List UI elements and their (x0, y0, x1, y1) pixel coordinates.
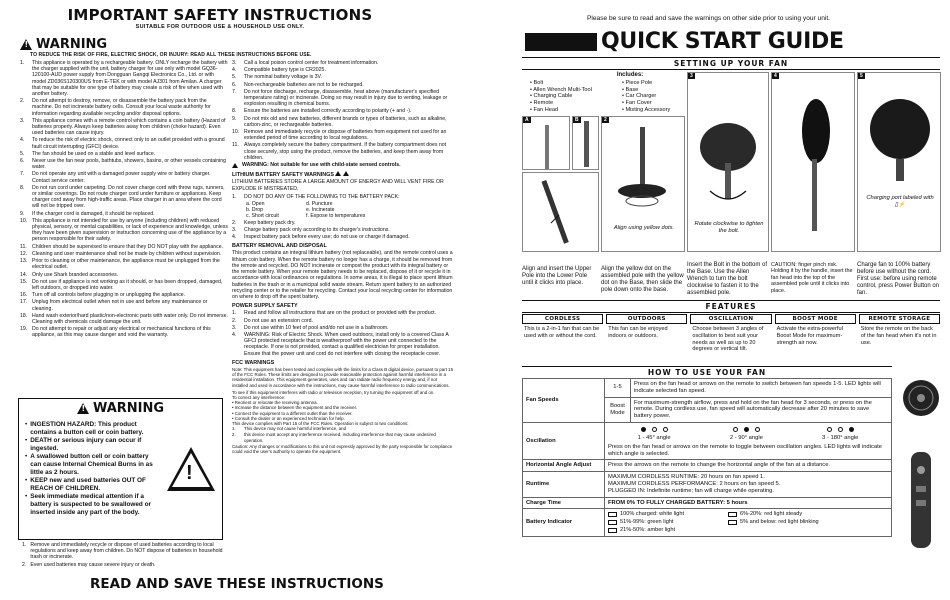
lithium-item: 3. Charge battery pack only according to its charger's instructions. (232, 226, 390, 233)
instruction-item: 9. If the charger cord is damaged, it should be replaced. (20, 210, 155, 217)
feature-heading: CORDLESS (522, 314, 603, 324)
charging-port-icon (858, 73, 942, 193)
led-indicator-icon (730, 427, 763, 432)
include-item: • Charging Cable (530, 93, 573, 100)
lithium-item: 2. Keep battery pack dry. (232, 219, 296, 226)
feature-heading: BOOST MODE (775, 314, 856, 324)
instruction-item: 6. Never use the fan near pools, bathtubs, showers, basins, or other vessels containing water. (20, 158, 227, 171)
lithium-list (232, 194, 454, 200)
speed-sub-1: 1-5 (605, 379, 631, 398)
table-row (523, 509, 892, 536)
warning-triangle-icon (20, 39, 32, 50)
pole-join-icon (573, 117, 600, 171)
instruction-item: 18. Hand wash exterior/hard plastic/non-electronic parts with water only. Do not immerse. Cleaning with chemicals could damage the unit. (20, 312, 228, 325)
fcc-bullet: • Increase the distance between the equipment and the receiver. (232, 405, 358, 411)
instruction-item: 15. Do not use if appliance is not working as it should, or has been dropped, damaged, left outdoors, or dropped into water. (20, 278, 223, 291)
angle-text: Press the arrows on the remote to change the horizontal angle of the fan at a distance. (605, 460, 892, 472)
step-3-illustration: 3 Rotate clockwise to tighten the bolt. (687, 72, 769, 252)
step-2-text: Align the yellow dot on the assembled pole with the yellow dot on the Base, then slide the pole down onto the base. (601, 266, 684, 293)
warning-box-title: ! WARNING (19, 399, 222, 416)
fcc-caution: Caution: Any changes or modifications to this unit not expressly approved by the party responsible for compliance could void the user's authority to operate the equipment. (232, 443, 453, 454)
lithium-sub-item: c. Short circuit (246, 213, 279, 220)
include-item: • Misting Accessory (622, 106, 671, 113)
step-4-illustration: 4 (771, 72, 855, 252)
quick-start-page (475, 0, 950, 600)
power-item: 1. Read and follow all instructions that are on the product or provided with the product. (232, 310, 437, 317)
instruction-item: 11. Children should be supervised to ensure that they DO NOT play with the appliance. (20, 243, 224, 250)
include-item: • Remote (530, 100, 554, 107)
remote-control-icon (905, 450, 937, 560)
runtime-line: PLUGGED IN: Indefinite runtime; fan will charge while operating. (608, 487, 774, 494)
battery-instruction-item: 6. Non-rechargeable batteries are not to be recharged. (232, 81, 364, 88)
feature-cell (606, 314, 687, 353)
oscillation-angle-label: 2 - 90° angle (729, 434, 763, 441)
instruction-item: 17. Unplug from electrical outlet when not in use and before any maintenance or cleaning. (20, 299, 208, 312)
battery-indicator-item: 100% charged: white light (608, 511, 718, 518)
oscillation-option (822, 427, 858, 442)
step-2-illustration: 2 Align using yellow dots. (601, 116, 685, 252)
feature-text: Activate the extra-powerful Boost Mode for maximum-strength air now. (776, 326, 843, 346)
child-control-warning: WARNING: Not suitable for use with child-state sensed controls. (232, 162, 454, 168)
lithium-list-2 (232, 220, 454, 241)
battery-cell (605, 509, 892, 536)
runtime-line: MAXIMUM CORDLESS RUNTIME: 20 hours on fan speed 1. (608, 474, 765, 481)
instruction-item: 14. Only use Shark branded accessories. (20, 271, 119, 278)
oscillation-cell (605, 422, 892, 459)
include-item: • Car Charger (622, 93, 657, 100)
instruction-item: 7. Do not operate any unit with a damaged power supply wire or battery charger. Contact service center. (20, 171, 211, 184)
warning-heading: ! WARNING (20, 37, 107, 52)
runtime-label: Runtime (523, 472, 605, 497)
battery-instruction-item: 4. Compatible battery type is CR2025. (232, 67, 326, 74)
ingestion-warning-box (18, 398, 223, 540)
lithium-title: LITHIUM BATTERY SAFETY WARNINGS (232, 171, 454, 178)
lithium-sub-item: f. Expose to temperatures (306, 213, 366, 220)
led-indicator-icon (822, 427, 858, 432)
battery-disposal-list (22, 542, 227, 569)
top-note: Please be sure to read and save the warnings on other side prior to using your unit. (587, 15, 831, 22)
power-title: POWER SUPPLY SAFETY (232, 303, 298, 310)
fcc-correct: To correct any interference: (232, 394, 286, 400)
warning-box-item: • INGESTION HAZARD: This product contains a button cell or coin battery. (25, 421, 144, 436)
battery-label: Battery Indicator (523, 509, 605, 536)
bolt-base-icon (688, 73, 770, 213)
include-item: • Piece Pole (622, 79, 653, 86)
oscillation-text: Press on the fan head or arrows on the remote to toggle between oscillation angles. LED lights will indicate which angle is selected. (608, 443, 882, 457)
battery-indicator-item: 51%-99%: green light (608, 519, 718, 526)
table-row (523, 460, 892, 472)
battery-instruction-item: 11. Always completely secure the battery compartment. If the battery compartment does not close securely, stop using the product, remove the batteries, and keep them away from children. (232, 142, 447, 161)
instruction-item: 16. Turn off all controls before plugging in or unplugging the appliance. (20, 292, 186, 299)
lithium-sub-item: e. Incinerate (306, 207, 335, 214)
removal-title: BATTERY REMOVAL AND DISPOSAL (232, 243, 327, 250)
setup-section-bar: SETTING UP YOUR FAN (522, 57, 940, 70)
fcc-text: Note: This equipment has been tested and complies with the limits for a Class B digital device, pursuant to part 15 of the FCC Rules. These limits are designed to provide reasonable protection against harmful interference in a residential installation. This equipment generates, uses and can radiate radio frequency energy and, if not installed and used in accordance with the instructions, may cause harmful interference to radio communications. (232, 366, 454, 388)
disposal-item: 1. Remove and immediately recycle or dispose of used batteries according to local regulations and keep away from children. Do NOT dispose of batteries in household trash or incinerate. (22, 542, 223, 561)
battery-indicator-item: 5% and below: red light blinking (728, 519, 838, 526)
step-3-caption: Rotate clockwise to tighten the bolt. (694, 221, 764, 234)
table-row (523, 379, 892, 398)
fan-head-front-icon (900, 376, 942, 420)
oscillation-label: Oscillation (523, 422, 605, 459)
instruction-item: 3. This appliance comes with a remote control which contains a coin battery (Hazard of batteries properly. Always keep batteries away from children (choke hazard). Even used batteries can cause injury. (20, 117, 226, 137)
table-row (523, 497, 892, 509)
features-section-bar: FEATURES (522, 300, 940, 313)
feature-cell (522, 314, 603, 353)
step-1-text: Align and insert the Upper Pole into the Lower Pole until it clicks into place. (522, 266, 592, 286)
fcc-title: FCC WARNINGS (232, 359, 275, 366)
oscillation-option (730, 427, 763, 442)
step-1-illustration (522, 172, 599, 252)
battery-icon (728, 512, 737, 517)
instruction-item: 5. The fan should be used on a stable and level surface. (20, 150, 156, 157)
warning-triangle-icon (77, 403, 89, 414)
feature-cell (690, 314, 771, 353)
battery-icon (608, 512, 617, 517)
step-a-illustration: A (522, 116, 570, 170)
step-2-caption: Align using yellow dots. (613, 225, 675, 231)
feature-cell (775, 314, 856, 353)
warning-icon (343, 171, 349, 176)
step-4-text: CAUTION: finger pinch risk. Holding it by the handle, insert the fan head into the top of the assembled pole until it clicks into place. (771, 262, 853, 294)
battery-instruction-item: 9. Do not mix old and new batteries, different brands or types of batteries, such as alkaline, carbon-zinc, or rechargeable batteries. (232, 115, 447, 128)
led-indicator-icon (638, 427, 671, 432)
lithium-sublist (246, 201, 454, 220)
angle-label: Horizontal Angle Adjust (523, 460, 605, 472)
lithium-sub-item: a. Open (246, 201, 265, 208)
fcc-bullet: • Connect the equipment to a different outlet than the receiver. (232, 410, 353, 416)
battery-instruction-item: 5. The nominal battery voltage is 3V. (232, 74, 322, 81)
instruction-item: 4. To reduce the risk of electric shock, connect only to an outlet provided with a ground fault circuit interrupting (GFCI) device. (20, 137, 225, 150)
warning-box-item: • Seek immediate medical attention if a battery is suspected to be swallowed or inserted inside any part of the body. (25, 493, 151, 516)
instruction-item: 2. Do not attempt to destroy, remove, or disassemble the battery pack from the machine. Do not incinerate battery cells. Consult your local waste authority for information regarding available recycling and/or disposal options. (20, 98, 211, 117)
page-title: IMPORTANT SAFETY INSTRUCTIONS (67, 6, 373, 24)
battery-icon (608, 520, 617, 525)
warning-box-item: • DEATH or serious injury can occur if ingested. (25, 437, 142, 452)
base-icon (602, 117, 686, 227)
fcc-item: 2. this device must accept any interference received, including interference that may cause undesired operation. (232, 432, 436, 443)
feature-text: This fan can be enjoyed indoors or outdoors. (608, 326, 668, 339)
how-to-section-bar: HOW TO USE YOUR FAN (522, 366, 892, 379)
charge-label: Charge Time (523, 497, 605, 509)
feature-text: Choose between 3 angles of oscillation to best suit your needs as well as up to 20 degrees or vertical tilt. (692, 326, 764, 353)
charge-text: FROM 0% TO FULLY CHARGED BATTERY: 5 hours (605, 497, 892, 509)
feature-text: Store the remote on the back of the fan head when it's not in use. (860, 326, 937, 346)
fcc-bullet: • Reorient or relocate the receiving antenna. (232, 400, 318, 406)
oscillation-options (608, 427, 888, 442)
step-5-text: Charge fan to 100% battery before use without the cord. First use: before using remote control, press Power Button on fan. (857, 262, 940, 296)
quick-start-title: QUICK START GUIDE (601, 29, 844, 54)
instructions-column-right (232, 60, 454, 454)
battery-icon (608, 528, 617, 533)
fan-speeds-label: Fan Speeds (523, 379, 605, 423)
fcc-text-3: This device complies with Part 15 of the FCC Rules. Operation is subject to two conditions: (232, 420, 409, 426)
feature-heading: REMOTE STORAGE (859, 314, 940, 324)
table-row (523, 472, 892, 497)
warning-box-item: • A swallowed button cell or coin battery can cause Internal Chemical Burns in as little as 2 hours. (25, 453, 153, 476)
step-5-illustration: 5 Charging port labeled with ▯⚡ (857, 72, 941, 252)
oscillation-angle-label: 3 - 180° angle (822, 434, 859, 441)
battery-instruction-item: 10. Remove and immediately recycle or dispose of batteries from equipment not used for an extended period of time according to local regulations. (232, 129, 447, 142)
warning-intro: TO REDUCE THE RISK OF FIRE, ELECTRIC SHOCK, OR INJURY: READ ALL THESE INSTRUCTIONS BEFORE USE. (30, 52, 312, 58)
fcc-bullet: • Consult the dealer or an experienced technician for help. (232, 415, 345, 421)
battery-indicator-grid (608, 511, 888, 533)
exclamation-icon: ! (186, 462, 193, 484)
lithium-item: 1. DO NOT DO ANY OF THE FOLLOWING TO THE BATTERY PACK: (232, 193, 400, 200)
instruction-item: 10. This appliance is not intended for use by anyone (including children) with reduced physical, sensory, or mental capabilities, or lack of experience and knowledge, unless they have been given supervision or instruction concerning use of the appliance by a person responsible for their safety. (20, 217, 228, 243)
warning-icon (232, 163, 238, 168)
include-item: • Base (622, 86, 639, 93)
step-5-caption: Charging port labeled with ▯⚡ (866, 195, 934, 208)
speed-text-2: For maximum-strength airflow, press and hold on the fan head for 3 seconds, or press on the remote. During cordless use, fan speed will automatically decrease after 20 minutes to save battery power. (631, 397, 892, 422)
include-item: • Fan Head (530, 106, 559, 113)
fcc-text-2: To see if this equipment interferes with radio or television reception, try turning the equipment off and on. (232, 389, 435, 395)
lithium-sub-item: b. Drop (246, 207, 264, 214)
removal-text: This product contains an integral lithium battery (not replaceable), and the remote control uses a lithium coin battery. When the remote battery no longer has a charge, it should be removed from the remote and recycled. DO NOT incinerate or compost the product with its integral battery or the remote battery. When your remote battery needs to be replaced, dispose of it or recycle it in accordance with local ordinances or regulations. In some areas, it is illegal to place spent lithium batteries in the trash or in a municipal solid waste stream. Return spent battery to an authorized recycling center or to the retailer for recycling. Contact your local recycling center for information on where to drop off the spent battery. (232, 250, 453, 300)
battery-indicator-item: 21%-50%: amber light (608, 527, 718, 534)
fcc-list (232, 426, 454, 443)
oscillation-option (638, 427, 671, 442)
warning-box-list (25, 421, 160, 517)
instruction-item: 12. Cleaning and user maintenance shall not be made by children without supervision. (20, 250, 222, 257)
feature-text: This is a 2-in-1 fan that can be used with or without the cord. (524, 326, 600, 339)
runtime-text (605, 472, 892, 497)
include-item: • Fan Cover (622, 100, 652, 107)
battery-instructions-list (232, 60, 454, 161)
table-row (523, 422, 892, 459)
instruction-item: 13. Prior to cleaning or other maintenance, the appliance must be unplugged from the electrical outlet. (20, 258, 220, 271)
feature-cell (859, 314, 940, 353)
step-3-text: Insert the Bolt in the bottom of the Base. Use the Allen Wrench to turn the bolt clockwise to fasten it to the assembled pole. (687, 262, 768, 296)
how-to-table (522, 378, 892, 537)
instruction-item: 19. Do not attempt to repair or adjust any electrical or mechanical functions of this appliance, as this may cause danger and void the warranty. (20, 326, 211, 339)
include-item: • Allen Wrench Multi-Tool (530, 86, 592, 93)
feature-heading: OUTDOORS (606, 314, 687, 324)
warning-icon (335, 171, 341, 176)
warning-box-item: • KEEP new and used batteries OUT OF REACH OF CHILDREN. (25, 477, 146, 492)
includes-title: Includes: (616, 72, 644, 78)
battery-instruction-item: 3. Call a local poison control center for treatment information. (232, 60, 379, 66)
pole-icon (523, 117, 571, 171)
speed-text-1: Press on the fan head or arrows on the remote to switch between fan speeds 1-5. LED lights will indicate selected fan speed. (631, 379, 892, 398)
disposal-item: 2. Even used batteries may cause severe injury or death. (22, 561, 156, 568)
runtime-line: MAXIMUM CORDLESS PERFORMANCE: 2 hours on fan speed 5. (608, 480, 781, 487)
instructions-list (20, 60, 228, 339)
redacted-logo (525, 33, 597, 51)
battery-indicator-item: 6%-20%: red light steady (728, 511, 838, 518)
features-grid (522, 314, 940, 353)
instruction-item: 1. This appliance is operated by a rechargeable battery. ONLY recharge the battery with the charger supplied with the unit, battery charger for use only with model GQ36-120100-AUD power supply from Dongguan Gangqi Electronics Co., Ltd. or with model ZD036S120300US from E-TEK or with model AJ301 from Amilan. A charger that may be suitable for one type of battery may create a risk of fire when used with another battery. (20, 60, 228, 98)
power-item: 4. WARNING: Risk of Electric Shock. When used outdoors, install only to a covered Class A GFCI protected receptacle that is weatherproof with the power unit connected to the receptacle. If one is not provided, contact a qualified electrician for proper installation. Ensure that the power unit and cord do not interfere with closing the receptacle cover. (232, 331, 449, 357)
lithium-item: 4. Inspect battery pack before every use; do not use or charge if damaged. (232, 234, 410, 241)
battery-instruction-item: 7. Do not force discharge, recharge, disassemble, heat above (manufacturer's specified temperature rating) or incinerate. Doing so may result in injury due to venting, leakage or explosion resulting in chemical burns. (232, 88, 448, 108)
fan-head-icon (772, 73, 856, 253)
step-b-illustration: B (572, 116, 599, 170)
include-item: • Bolt (530, 79, 544, 86)
power-list (232, 310, 454, 356)
instruction-item: 8. Do not run cord under carpeting. Do not cover charge cord with throw rugs, runners, or similar coverings. Do not route charger cord under furniture or appliances. Keep charger cord away from high-traffic areas. Place charger in an area where the cord will not be tripped over. (20, 184, 225, 210)
battery-instruction-item: 8. Ensure the batteries are installed correctly according to polarity (+ and -). (232, 108, 412, 115)
page-subtitle: SUITABLE FOR OUTDOOR USE & HOUSEHOLD USE ONLY. (135, 24, 305, 30)
battery-charging-icon: ▯⚡ (894, 201, 906, 208)
fcc-item: 1. This device may not cause harmful interference, and (232, 426, 347, 432)
read-and-save-banner: READ AND SAVE THESE INSTRUCTIONS (90, 576, 384, 592)
lithium-sub-item: d. Puncture (306, 201, 333, 208)
fcc-bullets (232, 400, 454, 421)
feature-heading: OSCILLATION (690, 314, 771, 324)
poles-assembly-icon (523, 173, 600, 253)
oscillation-angle-label: 1 - 45° angle (637, 434, 671, 441)
power-item: 2. Do not use an extension cord. (232, 317, 313, 324)
speed-sub-2: Boost Mode (605, 397, 631, 422)
instructions-column-left (20, 60, 228, 340)
power-item: 3. Do not use within 10 feet of pool and/do not use in a bathroom. (232, 324, 389, 331)
battery-icon (728, 520, 737, 525)
lithium-intro: LITHIUM BATTERIES STORE A LARGE AMOUNT OF ENERGY AND WILL VENT FIRE OR EXPLODE IF MISTREATED. (232, 179, 444, 192)
